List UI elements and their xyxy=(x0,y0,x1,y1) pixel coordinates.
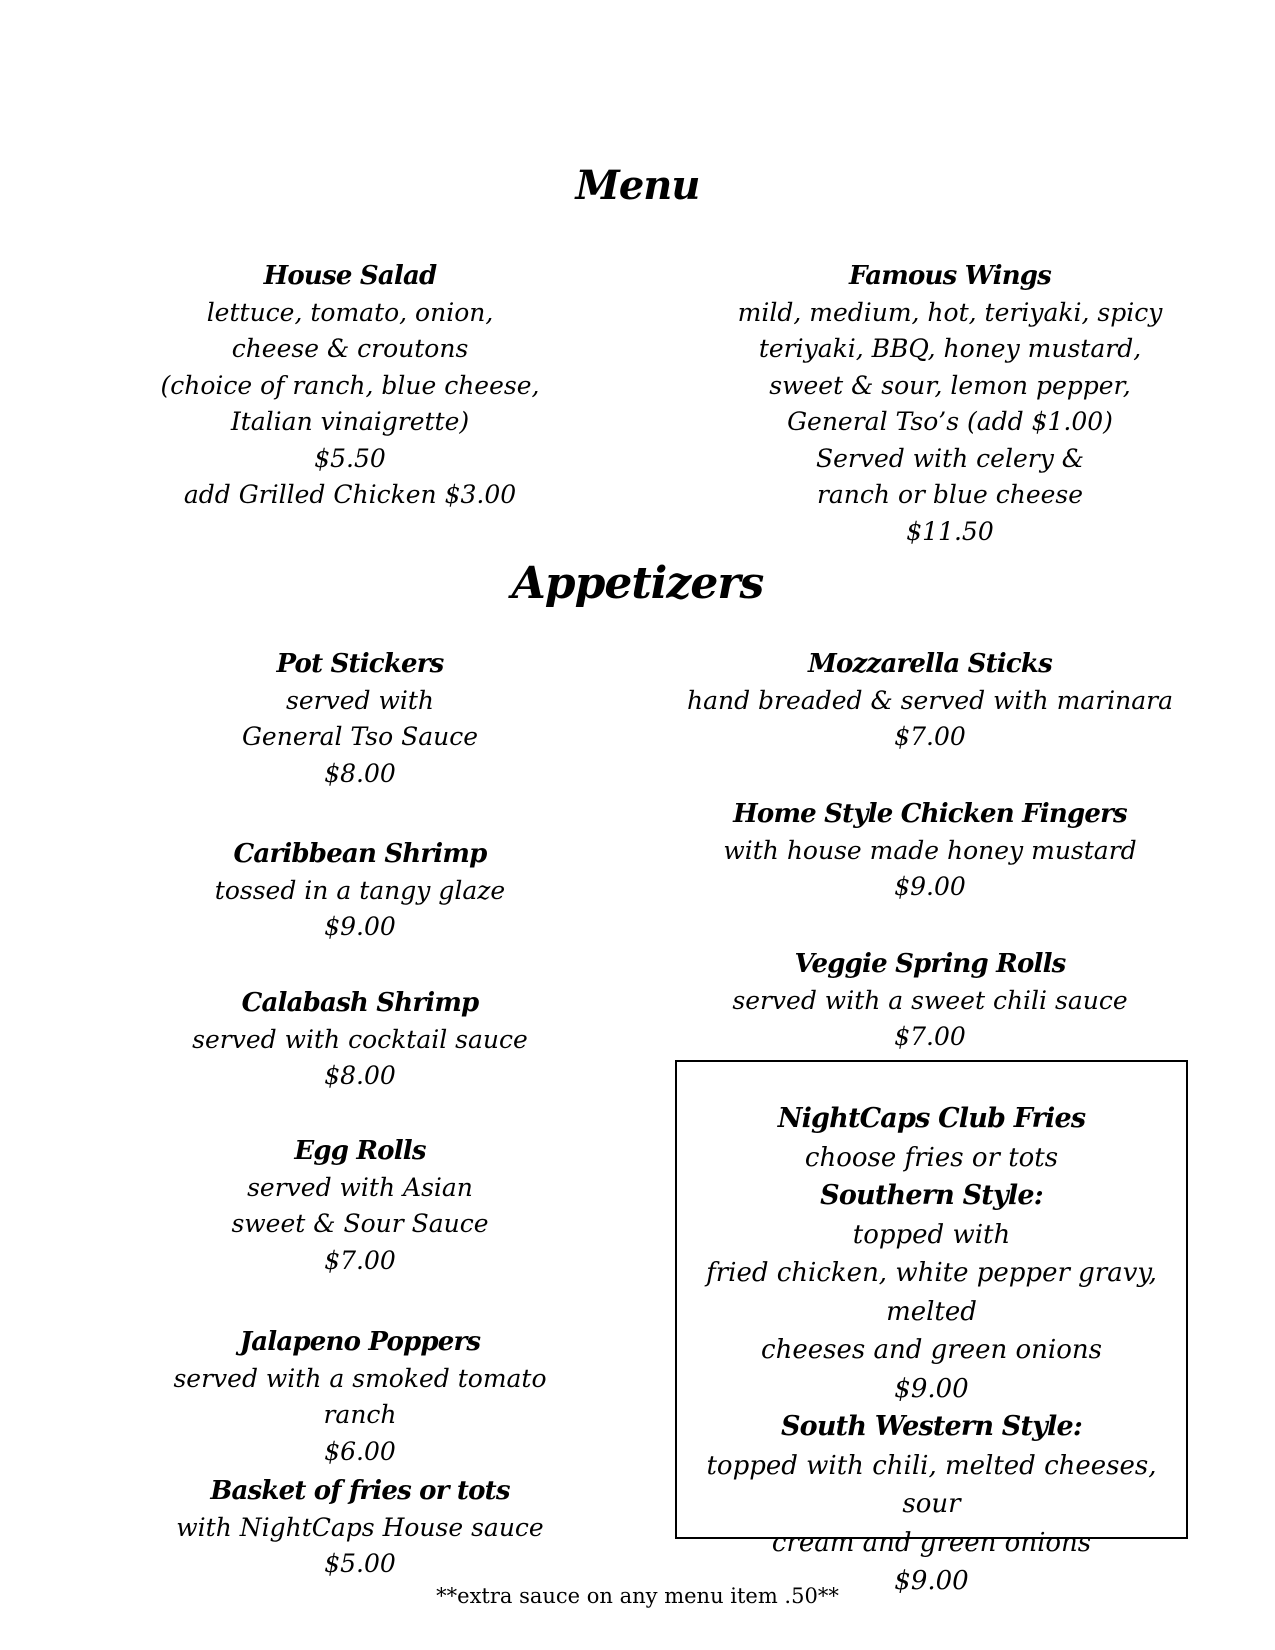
menu-title: Menu xyxy=(575,162,700,209)
item-name: Caribbean Shrimp xyxy=(233,839,487,869)
item-name: NightCaps Club Fries xyxy=(777,1103,1086,1134)
item-name: Basket of fries or tots xyxy=(210,1476,510,1506)
item-price: $7.00 xyxy=(324,1245,396,1275)
item-description: lettuce, tomato, onion, xyxy=(206,297,494,327)
style-name-southern: Southern Style: xyxy=(820,1180,1043,1211)
item-description: cheeses and green onions xyxy=(761,1335,1102,1365)
item-description: mild, medium, hot, teriyaki, spicy xyxy=(737,297,1163,327)
item-addon: add Grilled Chicken $3.00 xyxy=(183,480,517,509)
menu-item-jalapeno-poppers xyxy=(140,1324,580,1470)
item-name: Famous Wings xyxy=(848,261,1052,291)
menu-item-basket-fries xyxy=(140,1473,580,1583)
item-name: House Salad xyxy=(263,261,437,291)
menu-item-pot-stickers xyxy=(140,646,580,792)
item-price: $9.00 xyxy=(324,912,396,941)
item-description: Served with celery & xyxy=(815,443,1085,473)
menu-item-house-salad xyxy=(130,258,570,514)
menu-item-egg-rolls xyxy=(140,1133,580,1279)
menu-item-chicken-fingers xyxy=(660,796,1200,906)
menu-item-calabash-shrimp xyxy=(140,985,580,1095)
item-price: $9.00 xyxy=(894,1373,969,1404)
item-name: Mozzarella Sticks xyxy=(808,649,1052,679)
item-description: General Tso Sauce xyxy=(241,722,479,751)
item-description: teriyaki, BBQ, honey mustard, xyxy=(758,334,1142,363)
item-description: served with xyxy=(286,685,434,715)
item-price: $5.50 xyxy=(314,443,386,473)
item-description: served with cocktail sauce xyxy=(192,1024,528,1054)
item-price: $8.00 xyxy=(324,758,396,788)
item-description: cheese & croutons xyxy=(231,334,469,363)
menu-item-famous-wings xyxy=(700,258,1200,550)
item-description: served with a sweet chili sauce xyxy=(732,985,1128,1015)
item-description: General Tso’s (add $1.00) xyxy=(787,407,1113,436)
menu-item-spring-rolls xyxy=(660,946,1200,1056)
item-description: with NightCaps House sauce $5.00 xyxy=(176,1512,544,1578)
item-description: cream and green onions xyxy=(771,1527,1092,1558)
menu-item-club-fries xyxy=(675,1100,1188,1601)
item-name: Home Style Chicken Fingers xyxy=(733,799,1127,829)
item-description: served with Asian xyxy=(247,1172,473,1202)
item-price: $9.00 xyxy=(894,1566,969,1596)
item-description: Italian vinaigrette) xyxy=(230,407,470,436)
item-description: served with a smoked tomato ranch xyxy=(173,1363,547,1429)
item-name: Egg Rolls xyxy=(294,1136,426,1166)
item-description: ranch or blue cheese xyxy=(816,480,1084,509)
item-description: tossed in a tangy glaze xyxy=(214,875,506,905)
item-price: $6.00 xyxy=(324,1436,396,1466)
item-name: Calabash Shrimp xyxy=(241,988,479,1018)
item-description: fried chicken, white pepper gravy, melted xyxy=(706,1258,1157,1327)
appetizers-title: Appetizers xyxy=(511,558,764,609)
item-name: Veggie Spring Rolls xyxy=(794,949,1066,979)
item-price: $8.00 xyxy=(324,1061,396,1090)
item-name: Pot Stickers xyxy=(276,649,444,679)
item-price: $7.00 xyxy=(894,1022,966,1051)
item-price: $9.00 xyxy=(894,872,966,901)
item-description: hand breaded & served with marinara xyxy=(686,685,1173,715)
style-name-southwestern: South Western Style: xyxy=(780,1411,1083,1442)
item-price: $11.50 xyxy=(906,516,994,546)
item-description: sweet & sour, lemon pepper, xyxy=(769,370,1131,400)
item-price: $7.00 xyxy=(894,722,966,751)
item-subtitle: choose fries or tots xyxy=(804,1142,1059,1173)
menu-item-mozzarella-sticks xyxy=(660,646,1200,756)
item-description: topped with chili, melted cheeses, sour xyxy=(706,1450,1157,1519)
item-name: Jalapeno Poppers xyxy=(239,1327,481,1357)
item-description: topped with xyxy=(852,1219,1011,1250)
item-description: (choice of ranch, blue cheese, xyxy=(160,370,540,400)
item-description: sweet & Sour Sauce xyxy=(231,1209,489,1238)
footer-note: **extra sauce on any menu item .50** xyxy=(436,1584,839,1608)
item-description: with house made honey mustard xyxy=(723,835,1137,865)
menu-item-caribbean-shrimp xyxy=(140,836,580,946)
